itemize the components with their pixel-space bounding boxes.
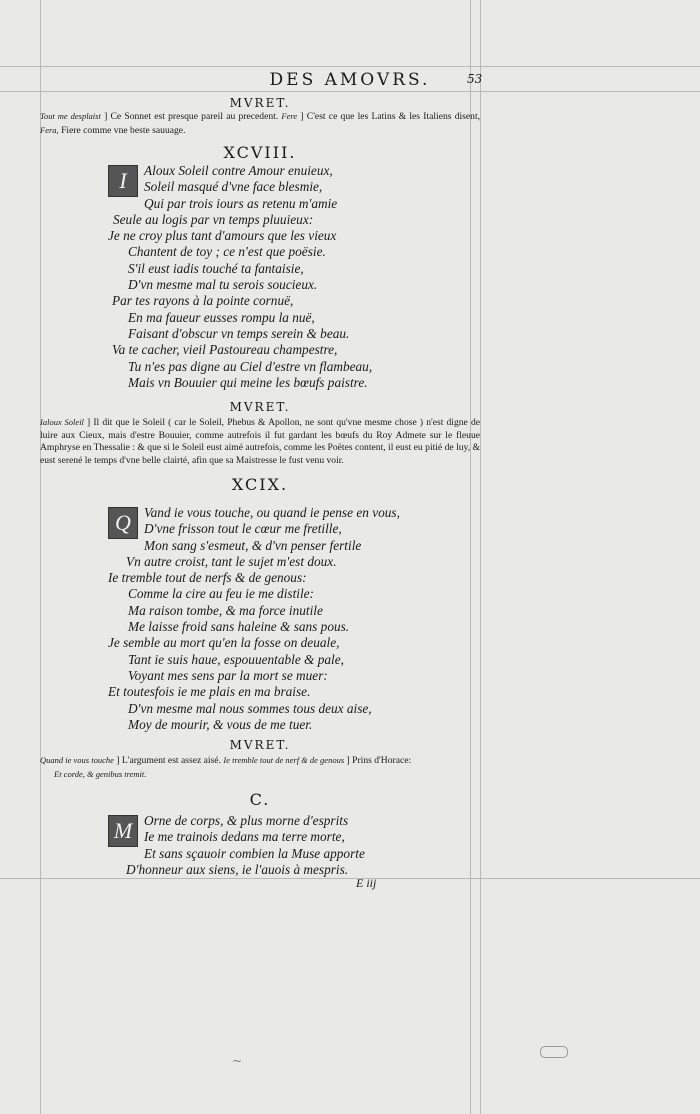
verse-line: Moy de mourir, & vous de me tuer. [128, 716, 313, 732]
sonnet-100-number: C. [249, 790, 271, 809]
comment-lemma: Ialoux Soleil [40, 417, 84, 427]
comment-lemma: Tout me desplaist [40, 111, 101, 121]
verse-line: Chantent de toy ; ce n'est que poësie. [128, 244, 326, 260]
verse-line: Je semble au mort qu'en la fosse on deuale, [108, 635, 340, 651]
verse-line: Vn autre croist, tant le sujet m'est doux. [126, 553, 337, 569]
verse-line: Orne de corps, & plus morne d'esprits [144, 813, 349, 828]
verse-line: D'honneur aux siens, ie l'auois à mespris. [126, 861, 349, 877]
verse-line: Va te cacher, vieil Pastoureau champestre, [112, 342, 338, 358]
comment-lemma: Fera, [40, 124, 59, 135]
comment-text: ] L'argument est assez aisé. [116, 755, 221, 766]
verse-line: Ma raison tombe, & ma force inutile [128, 602, 323, 618]
muret-heading-1: MVRET. [229, 96, 291, 110]
verse-line: Je ne croy plus tant d'amours que les vieux [108, 228, 337, 244]
running-title: DES AMOVRS. [269, 70, 431, 90]
sonnet-99-commentary [40, 754, 480, 781]
sonnet-99-number: XCIX. [231, 475, 289, 494]
ornamental-initial: Q [108, 507, 138, 539]
comment-text: Fiere comme vne beste sauuage. [61, 124, 186, 136]
comment-lemma: Quand ie vous touche [40, 755, 114, 765]
verse-line: Faisant d'obscur vn temps serein & beau. [128, 325, 350, 341]
stray-mark-icon: ~ [232, 1054, 243, 1068]
comment-lemma: Ie tremble tout de nerf & de genous [223, 755, 345, 765]
page-number: 53 [467, 72, 483, 86]
comment-lemma: Fere [281, 111, 298, 121]
verse-line: Mon sang s'esmeut, & d'vn penser fertile [144, 537, 362, 553]
verse-line: Aloux Soleil contre Amour enuieux, [144, 163, 333, 178]
sonnet-98-commentary [40, 416, 480, 467]
sonnet-100 [108, 813, 468, 878]
verse-line: Tu n'es pas digne au Ciel d'estre vn flambeau, [128, 358, 373, 374]
verse-line: Vand ie vous touche, ou quand ie pense en vous, [144, 505, 400, 520]
verse-line: En ma faueur eusses rompu la nuë, [128, 309, 315, 325]
ornamental-initial: M [108, 815, 138, 847]
verse-line: Comme la cire au feu ie me distile: [128, 586, 314, 602]
verse-line: Qui par trois iours as retenu m'amie [144, 195, 338, 211]
comment-text: ] Ce Sonnet est presque pareil au precedent. [104, 111, 279, 122]
verse-line: Seule au logis par vn temps pluuieux: [113, 211, 314, 227]
verse-line: Et toutesfois ie me plais en ma braise. [108, 684, 311, 700]
verse-line: Tant ie suis haue, espouuentable & pale, [128, 651, 344, 667]
muret-heading-2: MVRET. [229, 400, 291, 414]
sonnet-98-number: XCVIII. [223, 143, 297, 162]
comment-text: ] Prins d'Horace: [346, 755, 412, 766]
verse-line: Me laisse froid sans haleine & sans pous. [128, 619, 350, 635]
verse-line: Ie tremble tout de nerfs & de genous: [108, 570, 307, 586]
intro-commentary [40, 110, 480, 137]
verse-line: Voyant mes sens par la mort se muer: [128, 667, 328, 683]
ink-smudge-icon [540, 1046, 568, 1058]
verse-line: D'vn mesme mal tu serois soucieux. [128, 277, 318, 293]
signature-mark: E iij [356, 876, 377, 890]
verse-line: Ie me trainois dedans ma terre morte, [144, 829, 345, 845]
verse-line: Et sans sçauoir combien la Muse apporte [144, 845, 365, 861]
verse-line: Par tes rayons à la pointe cornuë, [112, 293, 294, 309]
sonnet-99 [108, 505, 468, 733]
verse-line: D'vne frisson tout le cœur me fretille, [144, 521, 342, 537]
muret-heading-3: MVRET. [229, 738, 291, 752]
verse-line: Mais vn Bouuier qui meine les bœufs paistre. [128, 374, 368, 390]
sonnet-98 [108, 163, 468, 391]
comment-text: ] C'est ce que les Latins & les Italiens disent, [300, 111, 481, 122]
horace-quote: Et corde, & genibus tremit. [54, 768, 147, 779]
verse-line: Soleil masqué d'vne face blesmie, [144, 179, 323, 195]
ornamental-initial: I [108, 165, 138, 197]
verse-line: S'il eust iadis touché ta fantaisie, [128, 260, 304, 276]
verse-line: D'vn mesme mal nous sommes tous deux aise, [128, 700, 372, 716]
comment-text: ] Il dit que le Soleil ( car le Soleil, Phebus & Apollon, ne sont qu'vne mesme chose ) n'est digne de luire aux Cieux, mais d'estre Bouuier, comme autrefois il fut gardant les bœufs du Roy Admete sur le fleuue Amphryse en Thessalie : & que si le Soleil eust aimé autrefois, comme les Poëtes content, il eust eu pitié de luy, & eust serené le temps d'vne belle clairté, afin que sa Maistresse le fust venu voir. [40, 417, 480, 466]
